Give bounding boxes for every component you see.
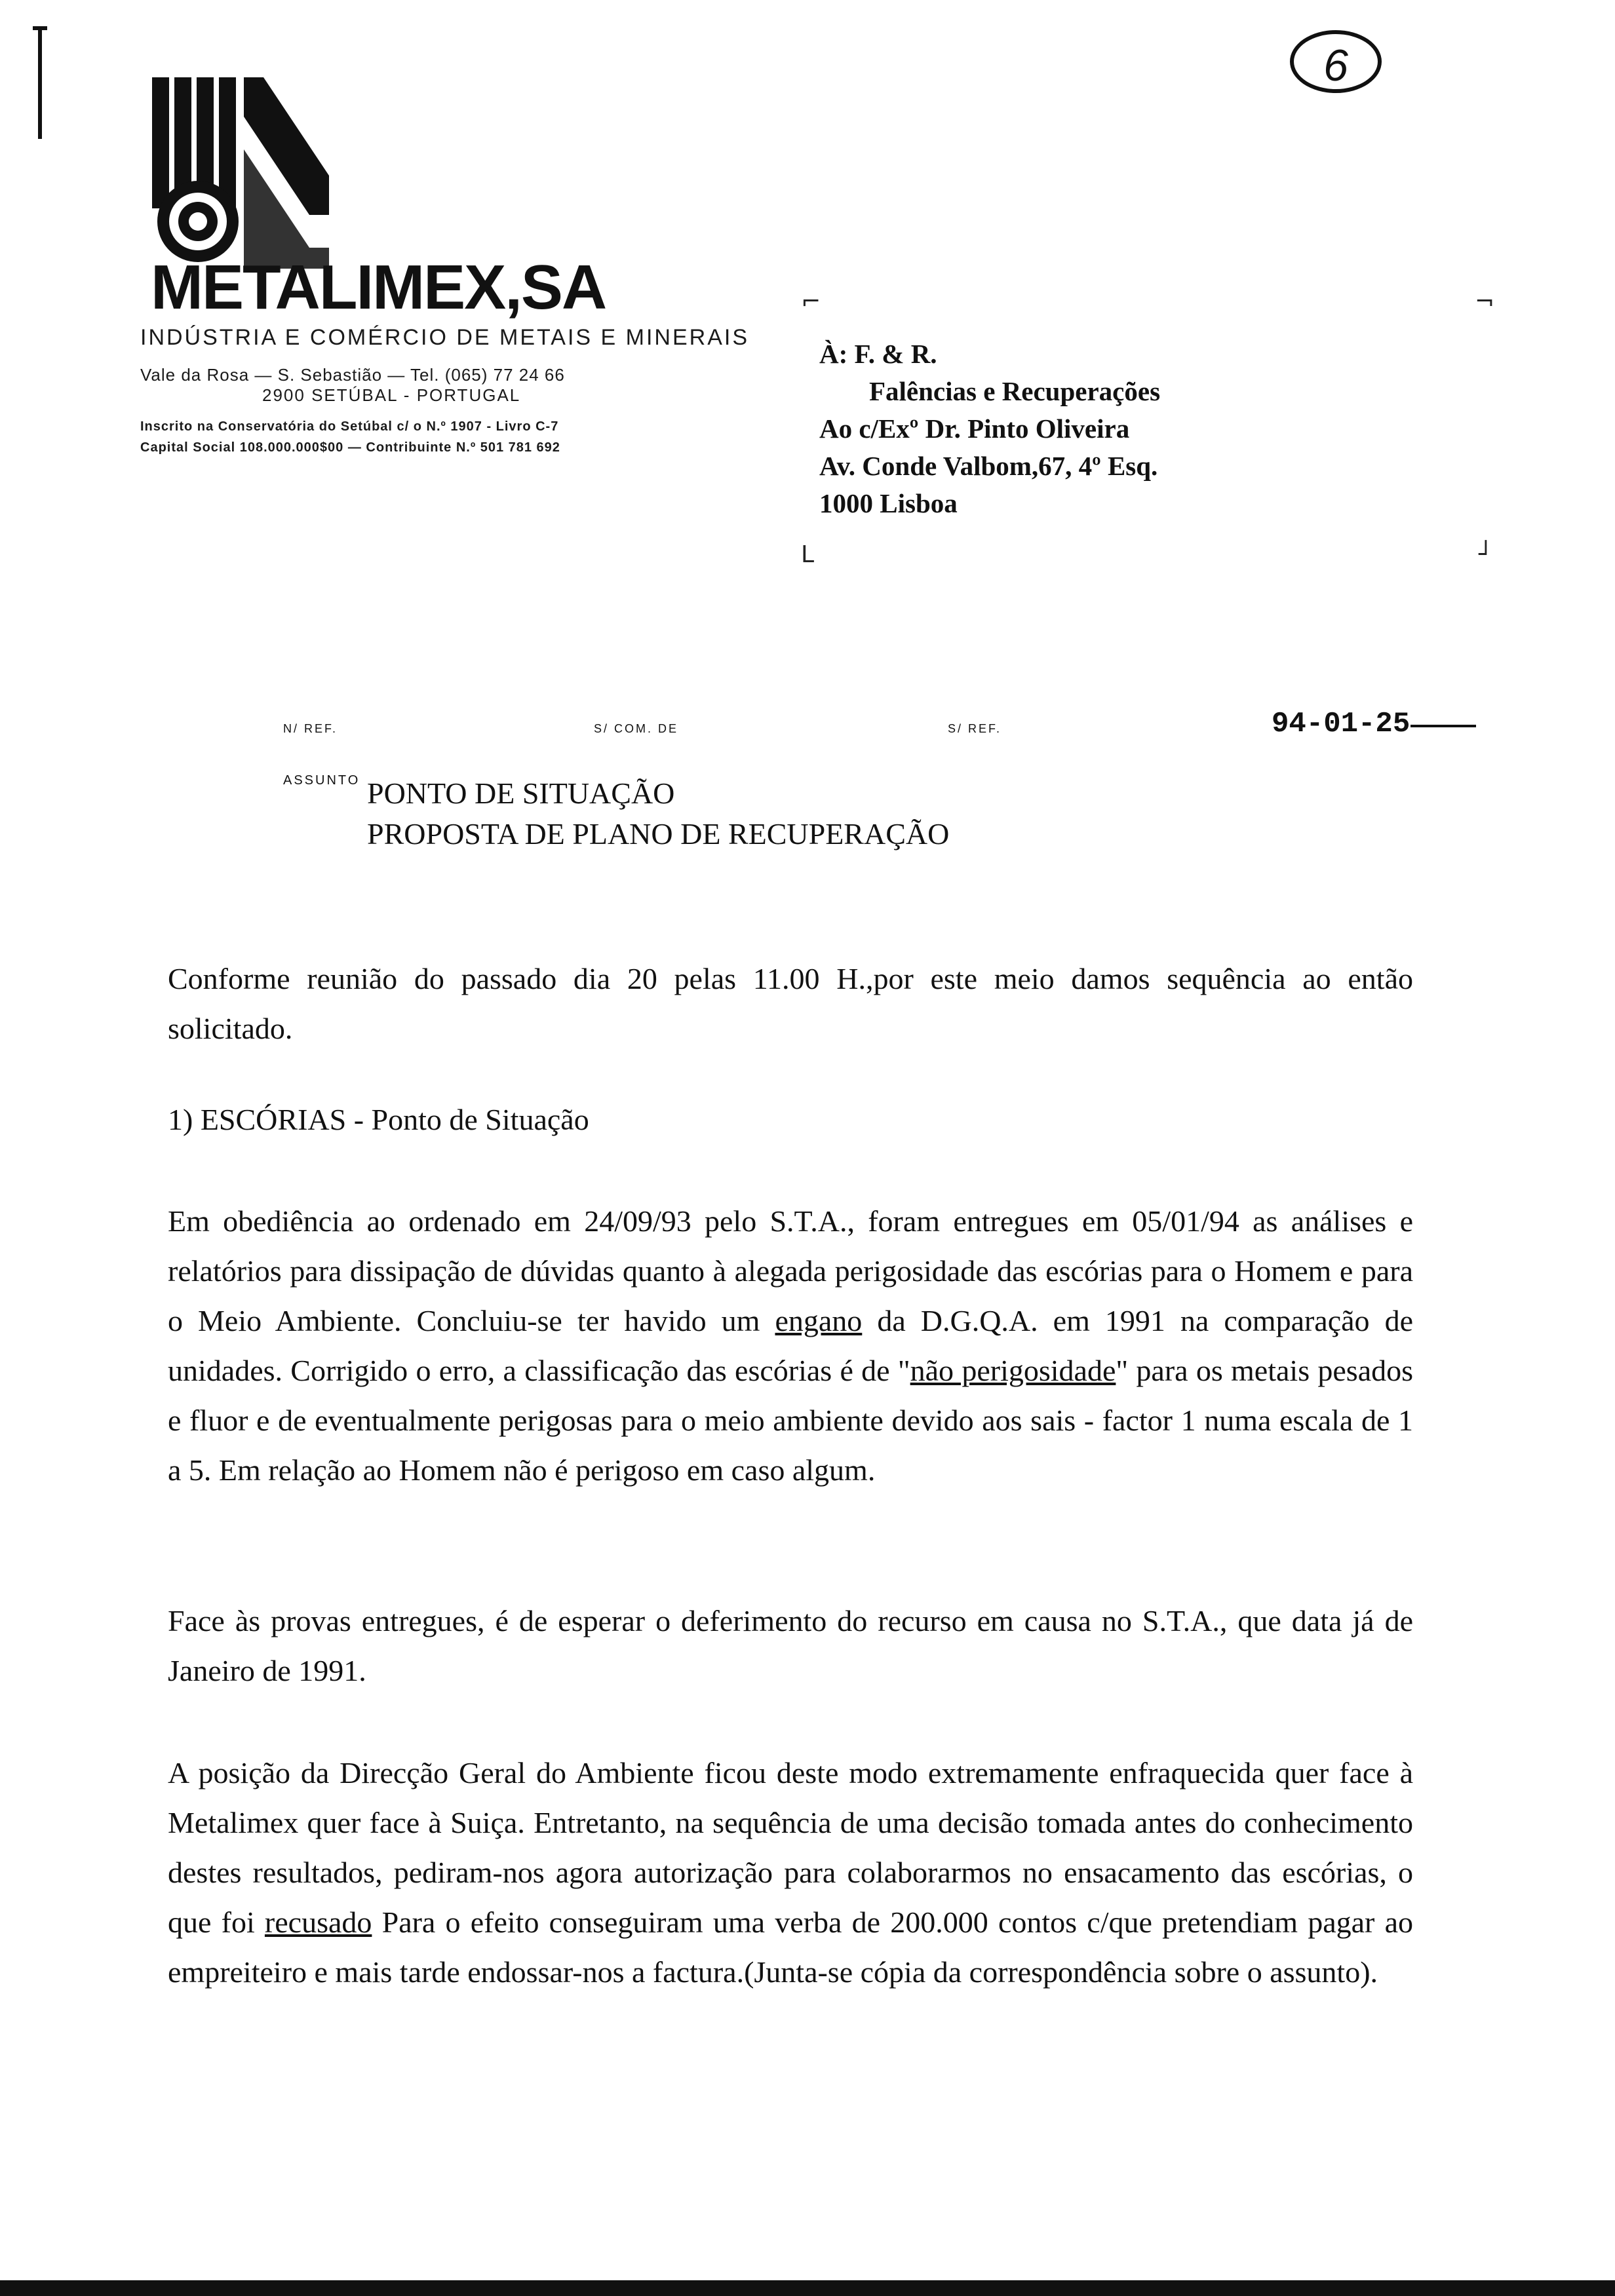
underlined-text: recusado [264, 1905, 372, 1939]
company-address-line: Vale da Rosa — S. Sebastião — Tel. (065) 77 24 66 [140, 365, 565, 385]
subject-label: ASSUNTO [283, 773, 360, 788]
text-run: A posição da Direcção Geral do Ambiente ficou deste modo extremamente enfraquecida quer face à Metalimex quer face à Suiça. Entretanto, na sequência de uma decisão tomada antes do conhecimento destes resultados, pediram-nos agora autorização para colaborarmos no ensacamento das escórias, o que foi [168, 1756, 1413, 1939]
recipient-line: Ao c/Exº Dr. Pinto Oliveira [819, 413, 1130, 444]
date-underline [1411, 725, 1476, 727]
underlined-text: engano [775, 1304, 863, 1337]
underlined-text: não perigosidade [910, 1354, 1116, 1387]
your-comm-label: S/ COM. DE [594, 722, 679, 735]
text-run: da D.G.Q.A. em 1991 na comparação de unidades. Corrigido o erro, a classificação das escórias é de " [168, 1304, 1414, 1387]
text-run: Para o efeito conseguiram uma verba de 200.000 contos c/que pretendiam pagar ao empreiteiro e mais tarde endossar-nos a factura.(Junta-se cópia da correspondência sobre o assunto). [168, 1905, 1413, 1989]
body-paragraph: Face às provas entregues, é de esperar o deferimento do recurso em causa no S.T.A., que data já de Janeiro de 1991. [168, 1604, 1413, 1687]
address-window-corner: L [801, 541, 815, 568]
intro-paragraph: Conforme reunião do passado dia 20 pelas 11.00 H.,por este meio damos sequência ao então solicitado. [168, 962, 1413, 1045]
subject [367, 773, 949, 854]
recipient-line: Falências e Recuperações [869, 376, 1161, 406]
scan-edge [0, 2280, 1615, 2296]
letter-date: 94-01-25 [1272, 708, 1411, 740]
company-logo-graphic [152, 77, 329, 269]
your-ref-label: S/ REF. [948, 722, 1002, 735]
body-paragraph [168, 1748, 1413, 1997]
address-window-corner: ⌐ [801, 288, 821, 315]
address-window-corner: ¬ [1475, 288, 1495, 315]
recipient-line: 1000 Lisboa [819, 488, 958, 518]
section-heading: 1) ESCÓRIAS - Ponto de Situação [168, 1103, 589, 1136]
address-window-corner: ┘ [1479, 541, 1493, 568]
text-run: Em obediência ao ordenado em 24/09/93 pelo S.T.A., foram entregues em 05/01/94 as análises e relatórios para dissipação de dúvidas quanto à alegada perigosidade das escórias para o Homem e para o Meio Ambiente. Concluiu-se ter havido um [168, 1204, 1413, 1337]
body-paragraph [168, 1196, 1413, 1495]
scan-mark [38, 28, 42, 139]
recipient-line: À: F. & R. [819, 339, 937, 369]
company-name: METALIMEX,SA [151, 252, 606, 322]
subject-line: PONTO DE SITUAÇÃO [367, 776, 675, 810]
text-run: " para os metais pesados e fluor e de eventualmente perigosas para o meio ambiente devido aos sais - factor 1 numa escala de 1 a 5. Em relação ao Homem não é perigoso em caso algum. [168, 1354, 1414, 1487]
our-ref-label: N/ REF. [283, 722, 338, 735]
recipient-line: Av. Conde Valbom,67, 4º Esq. [819, 451, 1158, 481]
page-number: 6 [1290, 30, 1382, 93]
subject-line: PROPOSTA DE PLANO DE RECUPERAÇÃO [367, 817, 950, 851]
company-tagline: INDÚSTRIA E COMÉRCIO DE METAIS E MINERAIS [140, 325, 750, 350]
company-registry-line: Inscrito na Conservatória do Setúbal c/ o N.º 1907 - Livro C-7 [140, 419, 559, 434]
recipient-address [819, 335, 1160, 522]
company-registry-line: Capital Social 108.000.000$00 — Contribuinte N.º 501 781 692 [140, 440, 560, 455]
company-address-line: 2900 SETÚBAL - PORTUGAL [262, 385, 521, 405]
